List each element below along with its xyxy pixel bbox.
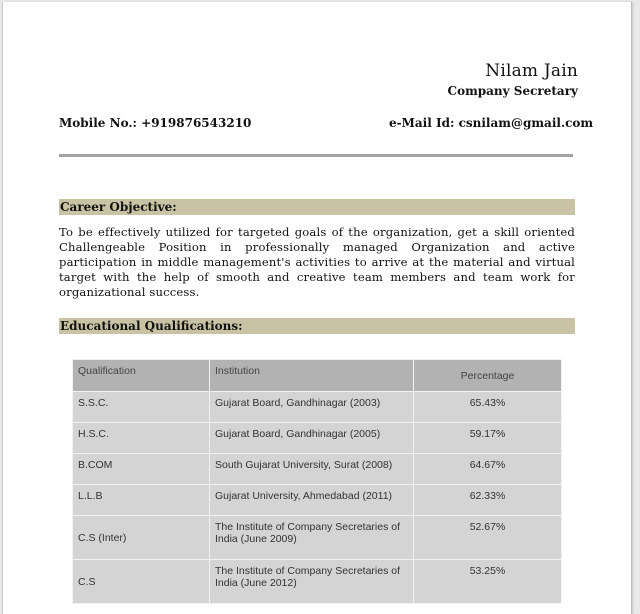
- qualification-cell: S.S.C.: [73, 392, 210, 423]
- resume-page: [2, 2, 632, 614]
- qualification-cell: L.L.B: [73, 485, 210, 516]
- email-address: e-Mail Id: csnilam@gmail.com: [389, 116, 594, 130]
- institution-cell: South Gujarat University, Surat (2008): [210, 454, 414, 485]
- table-row: [73, 516, 562, 560]
- institution-cell: The Institute of Company Secretaries of India (June 2012): [210, 560, 414, 604]
- institution-cell: The Institute of Company Secretaries of India (June 2009): [210, 516, 414, 560]
- column-header-percentage: Percentage: [414, 360, 562, 392]
- table-row: [73, 560, 562, 604]
- career-objective-text: To be effectively utilized for targeted goals of the organization, get a skill oriented Challengeable Position in professionally managed Organization and active participation in middle management's activities to arrive at the material and virtual target with the help of smooth and creative team members and team work for organizational success.: [59, 225, 575, 299]
- career-objective-heading: Career Objective:: [59, 199, 575, 215]
- percentage-cell: 52.67%: [414, 516, 562, 560]
- percentage-cell: 65.43%: [414, 392, 562, 423]
- institution-cell: Gujarat Board, Gandhinagar (2003): [210, 392, 414, 423]
- qualification-cell: H.S.C.: [73, 423, 210, 454]
- candidate-name: Nilam Jain: [485, 61, 578, 81]
- qualification-cell: C.S: [73, 560, 210, 604]
- percentage-cell: 59.17%: [414, 423, 562, 454]
- percentage-cell: 64.67%: [414, 454, 562, 485]
- table-row: [73, 454, 562, 485]
- education-heading: Educational Qualifications:: [59, 318, 575, 334]
- column-header-institution: Institution: [210, 360, 414, 392]
- table-row: [73, 392, 562, 423]
- header-divider: [59, 154, 573, 157]
- table-row: [73, 423, 562, 454]
- candidate-role: Company Secretary: [447, 84, 578, 98]
- education-table: [72, 359, 562, 604]
- table-header-row: [73, 360, 562, 392]
- column-header-qualification: Qualification: [73, 360, 210, 392]
- institution-cell: Gujarat University, Ahmedabad (2011): [210, 485, 414, 516]
- percentage-cell: 53.25%: [414, 560, 562, 604]
- qualification-cell: C.S (Inter): [73, 516, 210, 560]
- table-row: [73, 485, 562, 516]
- mobile-number: Mobile No.: +919876543210: [59, 116, 252, 130]
- qualification-cell: B.COM: [73, 454, 210, 485]
- percentage-cell: 62.33%: [414, 485, 562, 516]
- institution-cell: Gujarat Board, Gandhinagar (2005): [210, 423, 414, 454]
